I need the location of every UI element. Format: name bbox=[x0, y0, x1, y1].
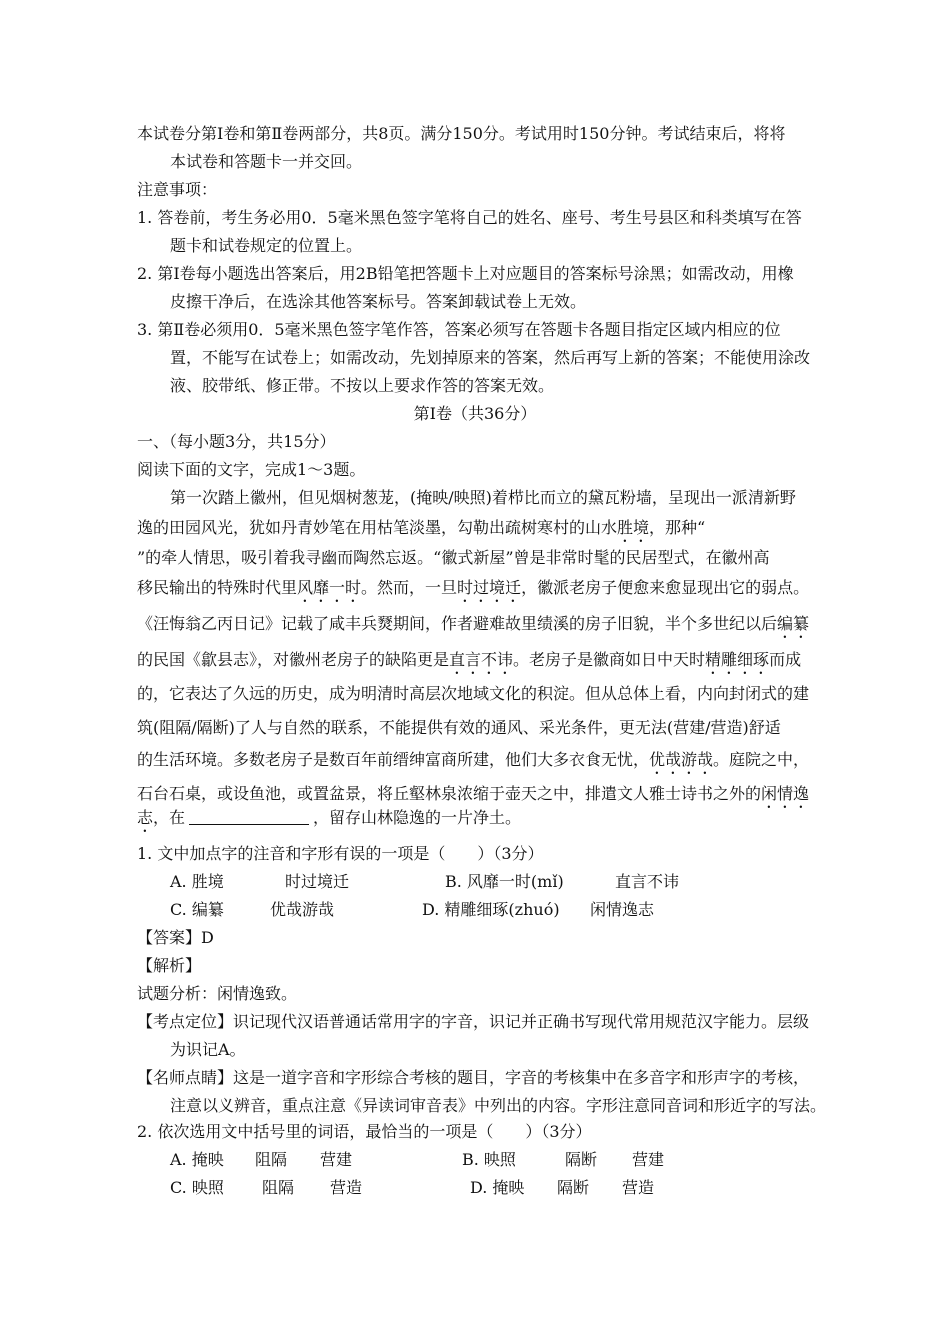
passage-text: 。老房子是徽商如日中天时 bbox=[513, 650, 706, 669]
passage-text: 的生活环境。多数老房子是数百年前缙绅富商所建，他们大多衣食无忧， bbox=[137, 750, 650, 769]
teacher-tip-line-2: 注意以义辨音，重点注意《异读词审音表》中列出的内容。字形注意同音词和形近字的写法。 bbox=[170, 1096, 827, 1115]
note-1-line-2: 题卡和试卷规定的位置上。 bbox=[170, 236, 363, 255]
passage-line-3: ”的牵人情思，吸引着我寻幽而陶然忘返。“徽式新屋”曾是非常时髦的民居型式，在徽州高 bbox=[137, 548, 770, 567]
analysis-label: 【解析】 bbox=[137, 956, 202, 975]
dotted-word: 优哉游哉 bbox=[649, 750, 714, 769]
passage-text: 。然而，一旦 bbox=[361, 578, 458, 597]
question-2-stem: 2. 依次选用文中括号里的词语，最恰当的一项是（ ）（3分） bbox=[137, 1122, 592, 1141]
q2-option-a-word-3: 营建 bbox=[320, 1150, 353, 1169]
q2-option-b: B. 映照 bbox=[462, 1150, 516, 1169]
q2-option-a-word-2: 阻隔 bbox=[255, 1150, 288, 1169]
passage-text: 《汪悔翁乙丙日记》记载了咸丰兵燹期间，作者避难故里绩溪的房子旧貌，半个多世纪以后 bbox=[137, 614, 778, 633]
passage-line-9 bbox=[137, 749, 827, 778]
dotted-word: 精雕细琢 bbox=[705, 650, 770, 669]
q1-option-c: C. 编纂 bbox=[170, 900, 224, 919]
passage-text: 而成 bbox=[769, 650, 802, 669]
dotted-word: 志 bbox=[137, 808, 154, 827]
q2-option-b-word-3: 营建 bbox=[632, 1150, 665, 1169]
answer: 【答案】D bbox=[137, 928, 214, 947]
note-2-line-1: 2. 第Ⅰ卷每小题选出答案后，用2B铅笔把答题卡上对应题目的答案标号涂黑；如需改动，用橡 bbox=[137, 264, 794, 283]
passage-line-7: 的，它表达了久远的历史，成为明清时高层次地域文化的积淀。但从总体上看，内向封闭式的建 bbox=[137, 684, 810, 703]
dotted-word: 时过境迁 bbox=[457, 578, 522, 597]
passage-line-8: 筑(阻隔/隔断)了人与自然的联系，不能提供有效的通风、采光条件，更无法(营建/营造)舒适 bbox=[137, 718, 781, 737]
q2-option-c: C. 映照 bbox=[170, 1178, 224, 1197]
passage-text: 移民输出的特殊时代里 bbox=[137, 578, 298, 597]
q1-option-a-word: 时过境迁 bbox=[285, 872, 350, 891]
passage-line-5 bbox=[137, 613, 827, 642]
passage-text: 石台石桌，或设鱼池，或置盆景，将丘壑林泉浓缩于壶天之中，排遣文人雅士诗书之外的 bbox=[137, 784, 762, 803]
dotted-word: 风靡一时 bbox=[297, 578, 362, 597]
q1-option-c-word: 优哉游哉 bbox=[270, 900, 335, 919]
dotted-word: 胜境 bbox=[617, 518, 650, 537]
q1-option-a: A. 胜境 bbox=[170, 872, 224, 891]
passage-line-11 bbox=[137, 807, 827, 836]
passage-line-1: 第一次踏上徽州，但见烟树葱茏，(掩映/映照)着栉比而立的黛瓦粉墙，呈现出一派清新野 bbox=[170, 488, 796, 507]
passage-text: 逸的田园风光，犹如丹青妙笔在用枯笔淡墨，勾勒出疏树寒村的山水 bbox=[137, 518, 618, 537]
passage-text: ，留存山林隐逸的一片净土。 bbox=[313, 808, 522, 827]
dotted-word: 编纂 bbox=[777, 614, 810, 633]
note-3-line-1: 3. 第Ⅱ卷必须用0．5毫米黑色签字笔作答，答案必须写在答题卡各题目指定区域内相应的位 bbox=[137, 320, 781, 339]
passage-text: 。庭院之中， bbox=[713, 750, 810, 769]
q1-option-d-word: 闲情逸志 bbox=[590, 900, 655, 919]
q2-option-a: A. 掩映 bbox=[170, 1150, 224, 1169]
q1-option-d: D. 精雕细琢(zhuó) bbox=[422, 900, 560, 919]
knowledge-point-line-1: 【考点定位】识记现代汉语普通话常用字的字音，识记并正确书写现代常用规范汉字能力。层级 bbox=[137, 1012, 810, 1031]
question-1-stem: 1. 文中加点字的注音和字形有误的一项是（ ）（3分） bbox=[137, 844, 544, 863]
fill-blank bbox=[189, 808, 309, 825]
teacher-tip-line-1: 【名师点睛】这是一道字音和字形综合考核的题目，字音的考核集中在多音字和形声字的考核， bbox=[137, 1068, 810, 1087]
reading-instruction: 阅读下面的文字，完成1～3题。 bbox=[137, 460, 366, 479]
q1-option-b-word: 直言不讳 bbox=[615, 872, 680, 891]
q2-option-d-word-3: 营造 bbox=[622, 1178, 655, 1197]
passage-line-2 bbox=[137, 517, 827, 546]
passage-text: ，在 bbox=[153, 808, 186, 827]
passage-line-6 bbox=[137, 649, 827, 678]
section-title: 第Ⅰ卷（共36分） bbox=[413, 404, 537, 423]
dotted-word: 直言不讳 bbox=[449, 650, 514, 669]
note-3-line-3: 液、胶带纸、修正带。不按以上要求作答的答案无效。 bbox=[170, 376, 555, 395]
note-3-line-2: 置，不能写在试卷上；如需改动，先划掉原来的答案，然后再写上新的答案；不能使用涂改 bbox=[170, 348, 811, 367]
passage-text: ，那种“ bbox=[649, 518, 706, 537]
q2-option-c-word-3: 营造 bbox=[330, 1178, 363, 1197]
dotted-word: 闲情逸 bbox=[761, 784, 810, 803]
passage-line-4 bbox=[137, 577, 827, 606]
q2-option-d-word-2: 隔断 bbox=[557, 1178, 590, 1197]
q1-option-b: B. 风靡一时(mǐ) bbox=[445, 872, 564, 891]
part-heading: 一、（每小题3分，共15分） bbox=[137, 432, 336, 451]
notes-title: 注意事项： bbox=[137, 180, 218, 199]
note-1-line-1: 1. 答卷前，考生务必用0．5毫米黑色签字笔将自己的姓名、座号、考生号县区和科类填写在答 bbox=[137, 208, 802, 227]
intro-line-2: 本试卷和答题卡一并交回。 bbox=[170, 152, 363, 171]
analysis-text: 试题分析：闲情逸致。 bbox=[137, 984, 298, 1003]
intro-line-1: 本试卷分第Ⅰ卷和第Ⅱ卷两部分，共8页。满分150分。考试用时150分钟。考试结束后，将将 bbox=[137, 124, 786, 143]
q2-option-b-word-2: 隔断 bbox=[565, 1150, 598, 1169]
knowledge-point-line-2: 为识记A。 bbox=[170, 1040, 246, 1059]
q2-option-d: D. 掩映 bbox=[470, 1178, 525, 1197]
passage-text: 的民国《歙县志》，对徽州老房子的缺陷更是 bbox=[137, 650, 450, 669]
passage-text: ，徽派老房子便愈来愈显现出它的弱点。 bbox=[521, 578, 810, 597]
q2-option-c-word-2: 阻隔 bbox=[262, 1178, 295, 1197]
note-2-line-2: 皮擦干净后，在选涂其他答案标号。答案卸载试卷上无效。 bbox=[170, 292, 587, 311]
